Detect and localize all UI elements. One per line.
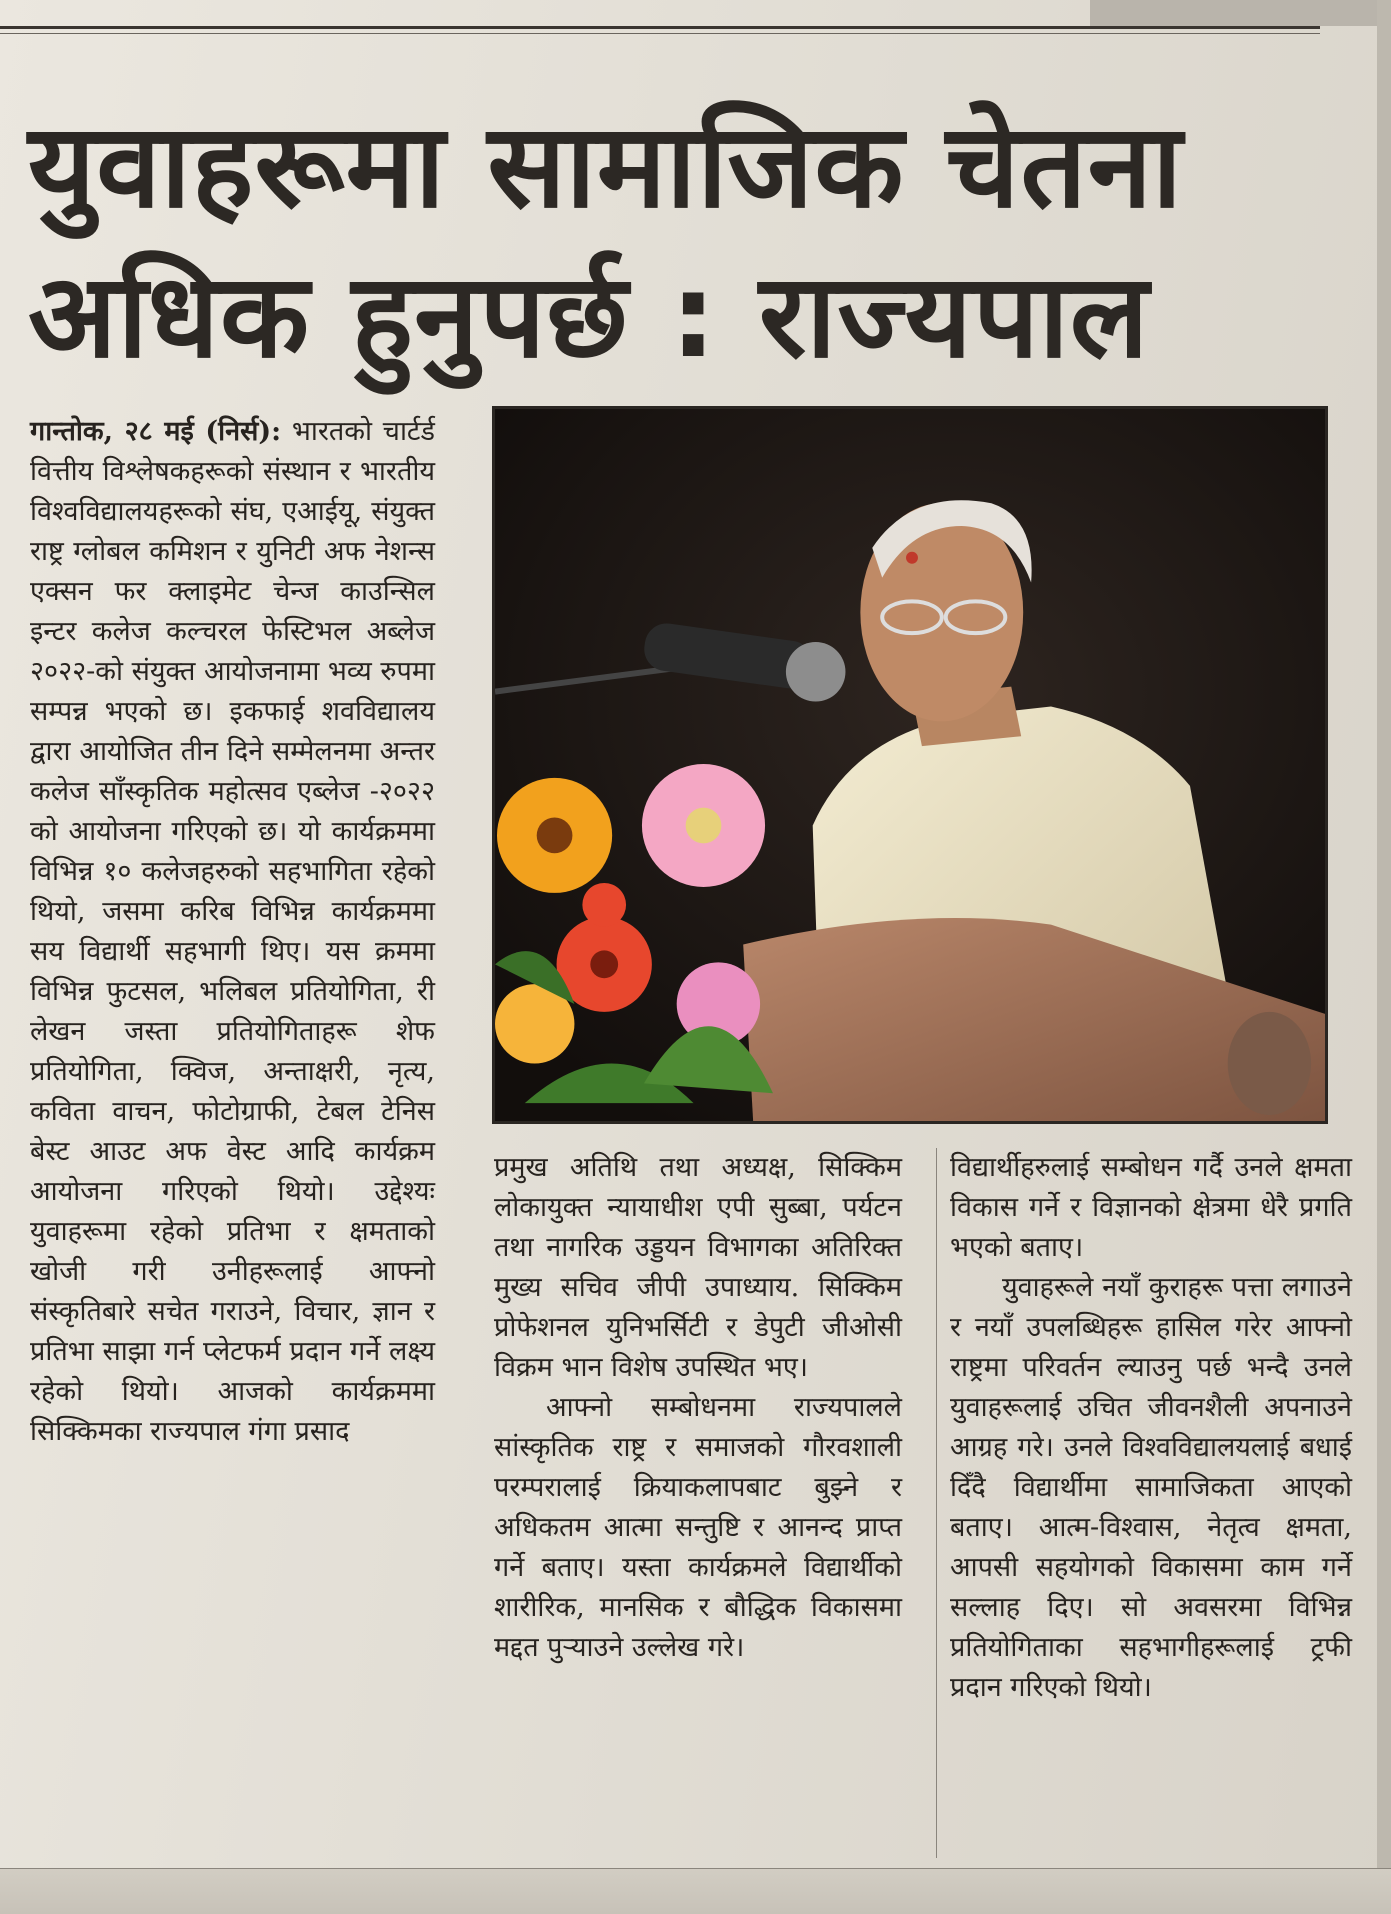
- column-divider: [936, 1148, 937, 1858]
- article-paragraph: युवाहरूले नयाँ कुराहरू पत्ता लगाउने र नयाँ उपलब्धिहरू हासिल गरेर आफ्नो राष्ट्रमा परिवर्तन ल्याउनु पर्छ भन्दै उनले युवाहरूलाई उचित जीवनशैली अपनाउने आग्रह गरे। उनले विश्वविद्यालयलाई बधाई दिँदै विद्यार्थीमा सामाजिकता आएको बताए। आत्म-विश्वास, नेतृत्व क्षमता, आपसी सहयोगको विकासमा काम गर्ने सल्लाह दिए। सो अवसरमा विभिन्न प्रतियोगिताका सहभागीहरूलाई ट्रफी प्रदान गरिएको थियो।: [950, 1272, 1352, 1703]
- background-person: [1228, 1012, 1311, 1115]
- dateline: गान्तोक, २८ मई (निर्स):: [30, 416, 282, 447]
- article-paragraph: विद्यार्थीहरुलाई सम्बोधन गर्दै उनले क्षमता विकास गर्ने र विज्ञानको क्षेत्रमा धेरै प्रगति भएको बताए।: [950, 1152, 1352, 1263]
- article-column-1: [30, 412, 435, 1452]
- article-paragraph: [30, 412, 435, 1452]
- news-photo: [492, 406, 1328, 1124]
- speaker-photo: [495, 409, 1325, 1121]
- headline: [28, 92, 1328, 392]
- article-paragraph: प्रमुख अतिथि तथा अध्यक्ष, सिक्किम लोकायुक्त न्यायाधीश एपी सुब्बा, पर्यटन तथा नागरिक उड्डयन विभागका अतिरिक्त मुख्य सचिव जीपी उपाध्याय. सिक्किम प्रोफेशनल युनिभर्सिटी र डेपुटी जीओसी विक्रम भान विशेष उपस्थित भए।: [494, 1152, 902, 1383]
- page-edge: [1377, 0, 1391, 1914]
- top-rule: [0, 26, 1320, 34]
- paragraph-text: भारतको चार्टर्ड वित्तीय विश्लेषकहरूको संस्थान र भारतीय विश्वविद्यालयहरूको संघ, एआईयू, संयुक्त राष्ट्र ग्लोबल कमिशन र युनिटी अफ नेशन्स एक्सन फर क्लाइमेट चेन्ज काउन्सिल इन्टर कलेज कल्चरल फेस्टिभल अब्लेज २०२२-को संयुक्त आयोजनामा भव्य रुपमा सम्पन्न भएको छ। इकफाई शवविद्यालय द्वारा आयोजित तीन दिने सम्मेलनमा अन्तर कलेज साँस्कृतिक महोत्सव एब्लेज -२०२२ को आयोजना गरिएको छ। यो कार्यक्रममा विभिन्न १० कलेजहरुको सहभागिता रहेको थियो, जसमा करिब विभिन्न कार्यक्रममा सय विद्यार्थी सहभागी थिए। यस क्रममा विभिन्न फुटसल, भलिबल प्रतियोगिता, री लेखन जस्ता प्रतियोगिताहरू शेफ प्रतियोगिता, क्विज, अन्ताक्षरी, नृत्य, कविता वाचन, फोटोग्राफी, टेबल टेनिस बेस्ट आउट अफ वेस्ट आदि कार्यक्रम आयोजना गरिएको थियो। उद्देश्यः युवाहरूमा रहेको प्रतिभा र क्षमताको खोजी गरी उनीहरूलाई आफ्नो संस्कृतिबारे सचेत गराउने, विचार, ज्ञान र प्रतिभा साझा गर्न प्लेटफर्म प्रदान गर्ने लक्ष्य रहेको थियो। आजको कार्यक्रममा सिक्किमका राज्यपाल गंगा प्रसाद: [30, 416, 436, 1447]
- article-column-2: [494, 1148, 902, 1668]
- page-bottom: [0, 1868, 1391, 1914]
- page-edge-shadow: [1090, 0, 1391, 26]
- headline-line-2: अधिक हुनुपर्छ : राज्यपाल: [28, 249, 1150, 384]
- headline-line-1: युवाहरूमा सामाजिक चेतना: [28, 99, 1184, 234]
- article-column-3: [950, 1148, 1352, 1708]
- article-paragraph: आफ्नो सम्बोधनमा राज्यपालले सांस्कृतिक राष्ट्र र समाजको गौरवशाली परम्परालाई क्रियाकलापबाट बुझ्ने र अधिकतम आत्मा सन्तुष्टि र आनन्द प्राप्त गर्ने बताए। यस्ता कार्यक्रमले विद्यार्थीको शारीरिक, मानसिक र बौद्धिक विकासमा मद्दत पुऱ्याउने उल्लेख गरे।: [494, 1392, 902, 1663]
